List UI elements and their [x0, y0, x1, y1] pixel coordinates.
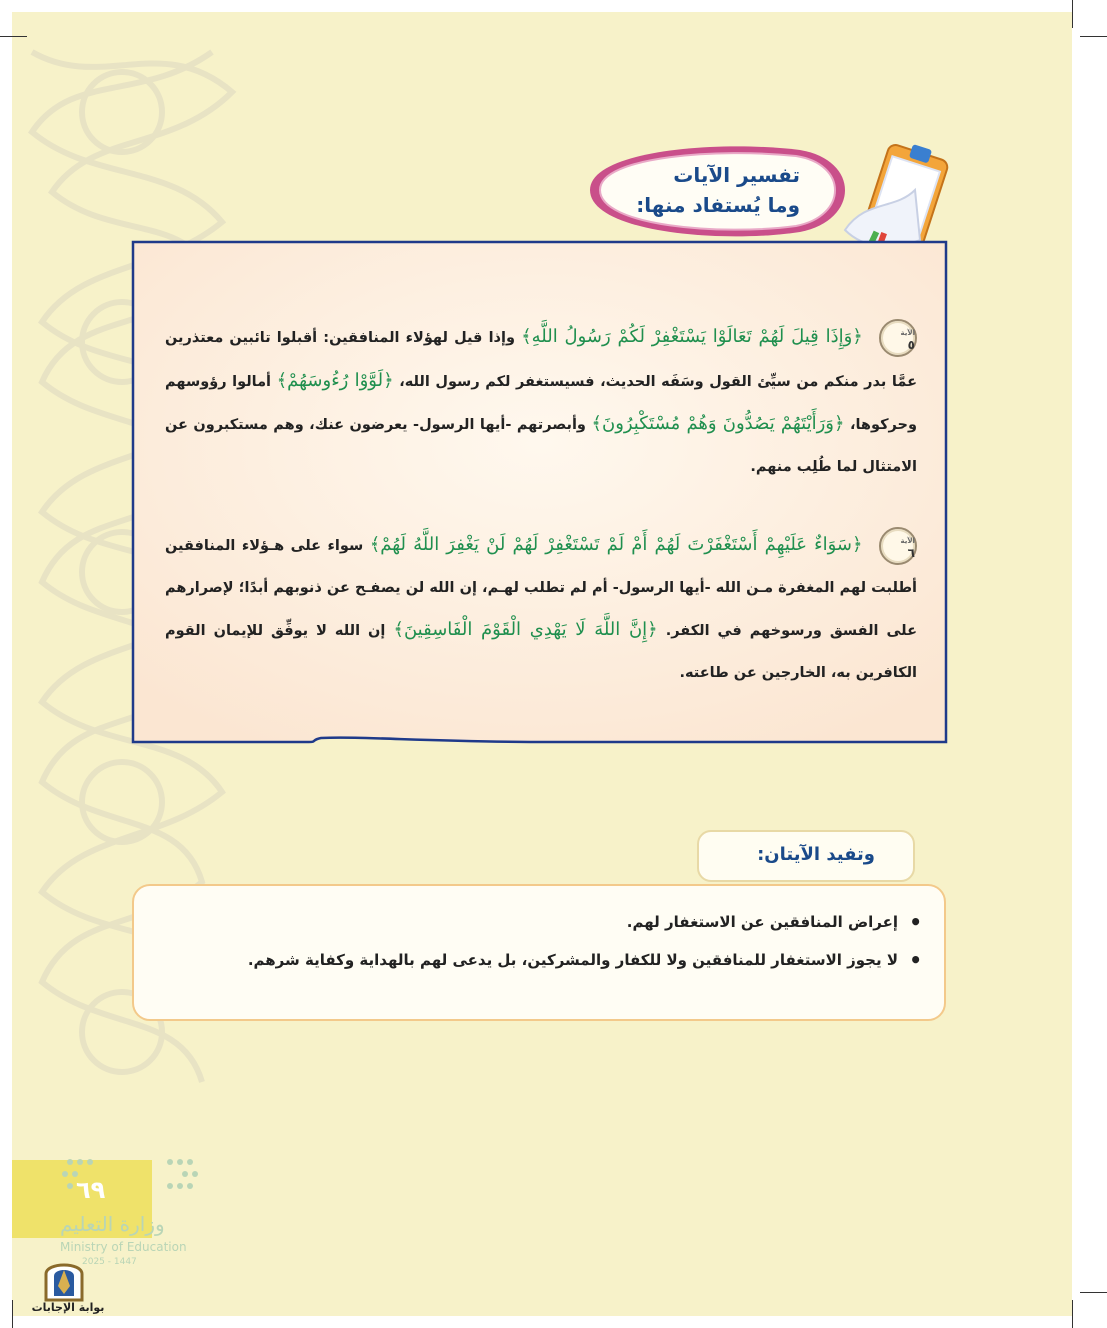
quran-verse: ﴿إِنَّ اللَّهَ لَا يَهْدِي الْقَوْمَ الْفَاسِقِينَ﴾: [393, 619, 658, 640]
ayah-6-explanation: [165, 524, 917, 694]
quran-verse: ﴿وَإِذَا قِيلَ لَهُمْ تَعَالَوْا يَسْتَغْفِرْ لَكُمْ رَسُولُ اللَّهِ﴾: [521, 326, 863, 347]
explanation-text: وإذا قيل لهؤلاء المنافقين: أقبلوا تائبين معتذرين عمَّا بدر منكم من سيِّئ القول وسَفَه الحديث، فسيستغفر لكم رسول الله،: [165, 330, 917, 390]
benefits-list: [248, 903, 922, 979]
quran-verse: ﴿وَرَأَيْتَهُمْ يَصُدُّونَ وَهُمْ مُسْتَكْبِرُونَ﴾: [591, 413, 845, 434]
ayah-number: ٥: [907, 338, 915, 352]
site-logo-icon: [42, 1256, 86, 1302]
ayah-ornament-icon: [879, 527, 917, 565]
ayah-5-explanation: [165, 316, 917, 488]
crop-mark: [1080, 1292, 1107, 1293]
explanation-text: إن الله لا يوفِّق للإيمان القوم الكافرين به، الخارجين عن طاعته.: [165, 623, 917, 681]
quran-verse: ﴿لَوَّوْا رُءُوسَهُمْ﴾: [276, 369, 394, 391]
crop-mark: [1072, 0, 1073, 28]
benefits-title-tab: [697, 830, 915, 882]
list-item: • إعراض المنافقين عن الاستغفار لهم.: [248, 903, 922, 941]
ayah-badge-label: الآية: [900, 537, 915, 545]
list-item: • لا يجوز الاستغفار للمنافقين ولا للكفار والمشركين، بل يدعى لهم بالهداية وكفاية شرهم.: [248, 941, 922, 979]
ayah-number: ٦: [907, 546, 915, 560]
explanation-text: أمالوا رؤوسهم وحركوها،: [165, 373, 917, 433]
crop-mark: [12, 1300, 13, 1328]
crop-mark: [1080, 36, 1107, 37]
ayah-badge-label: الآية: [900, 329, 915, 337]
section-title-line1: تفسير الآيات: [673, 163, 800, 187]
explanation-text: وأبصرتهم -أيها الرسول- يعرضون عنك، وهم مستكبرون عن الامتثال لما طُلِب منهم.: [165, 417, 917, 475]
ministry-name-english: Ministry of Education: [60, 1240, 187, 1254]
explanation-text: سواء على هـؤلاء المنافقين أطلبت لهم المغفرة مـن الله -أيها الرسول- أم لم تطلب لهـم، إن الله لن يصفـح عن ذنوبهم أبدًا؛ لإصرارهم على الفسق ورسوخهم في الكفر.: [165, 538, 917, 639]
section-title: [600, 160, 800, 220]
ministry-name-arabic: وزارة التعليم: [60, 1212, 165, 1236]
ministry-year: 2025 - 1447: [82, 1257, 137, 1267]
site-name: بوابة الإجابات: [31, 1301, 105, 1314]
quran-verse: ﴿سَوَاءٌ عَلَيْهِمْ أَسْتَغْفَرْتَ لَهُمْ أَمْ لَمْ تَسْتَغْفِرْ لَهُمْ لَنْ يَغْفِرَ اللَّهُ لَهُمْ﴾: [369, 534, 863, 555]
crop-mark: [1072, 1300, 1073, 1328]
section-title-line2: وما يُستفاد منها:: [636, 193, 800, 217]
crop-mark: [0, 36, 27, 37]
benefits-title: وتفيد الآيتان:: [757, 844, 875, 865]
page-number: ٦٩: [76, 1176, 106, 1204]
ayah-ornament-icon: [879, 319, 917, 357]
